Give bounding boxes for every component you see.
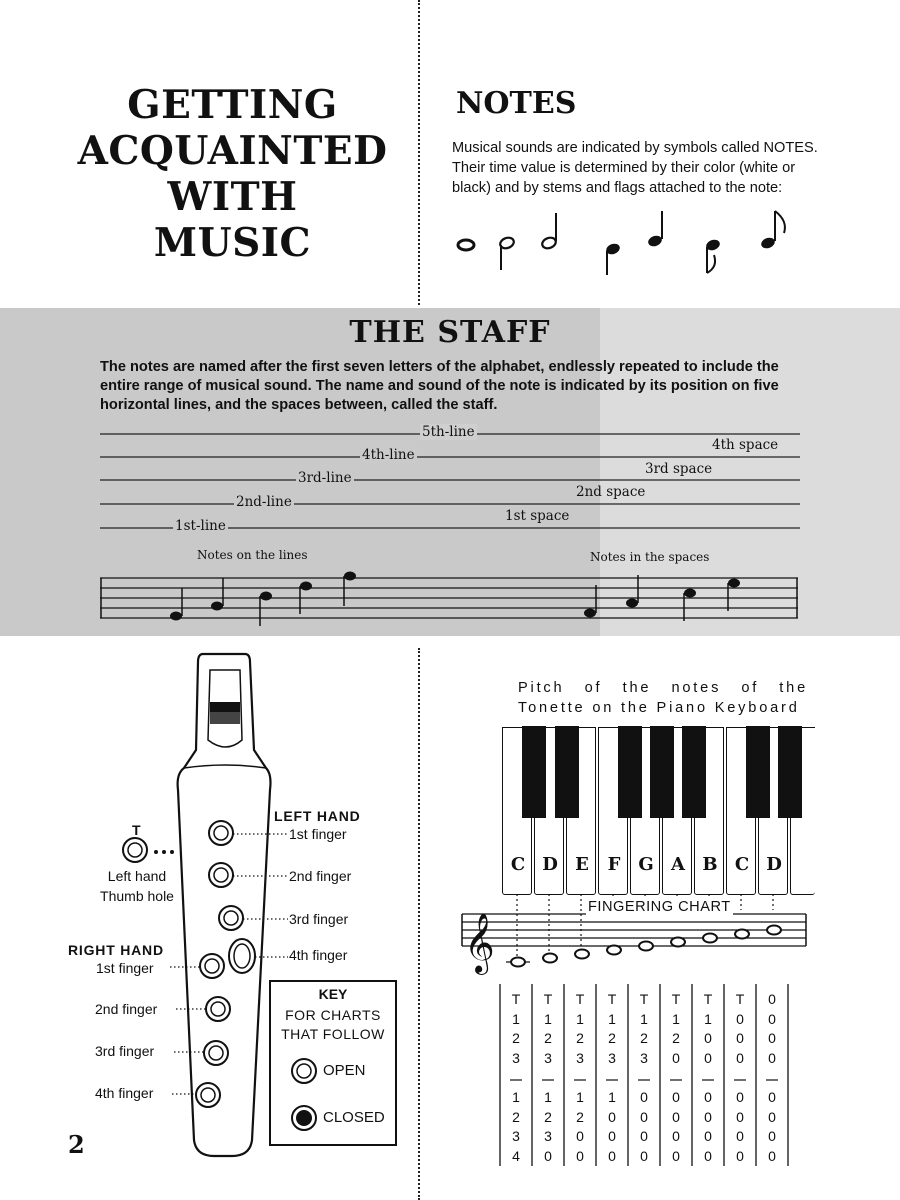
left-hand-label: LEFT HAND <box>274 808 361 824</box>
chart-note-d-high <box>767 926 781 935</box>
half-note-icon <box>499 236 516 270</box>
notes-in-spaces-label: Notes in the spaces <box>590 550 710 564</box>
key-title: KEY <box>318 986 348 1002</box>
right-hand-label: RIGHT HAND <box>68 942 164 958</box>
key-label-d-high: D <box>766 854 782 875</box>
notes-on-lines-label: Notes on the lines <box>197 548 308 562</box>
key-open-label: OPEN <box>323 1062 366 1079</box>
line-label-3: 3rd-line <box>298 470 352 486</box>
quarter-note-icon <box>605 242 622 275</box>
thumb-label: T <box>132 822 141 838</box>
space-label-2: 2nd space <box>576 484 646 500</box>
space-label-3: 3rd space <box>645 461 713 477</box>
right-finger-1: 1st finger <box>96 960 154 976</box>
right-finger-2: 2nd finger <box>95 1001 158 1017</box>
key-label-d: D <box>542 854 558 875</box>
piano-black-key <box>746 726 770 818</box>
fingering-column: T 1 0 0 0 0 0 0 <box>703 991 713 1164</box>
key-subtitle: FOR CHARTS THAT FOLLOW <box>281 1007 385 1042</box>
thumb-hole-label: Left hand Thumb hole <box>100 868 174 904</box>
right-finger-3: 3rd finger <box>95 1043 155 1059</box>
space-label-4: 4th space <box>712 437 779 453</box>
piano-black-key <box>650 726 674 818</box>
fingering-column: T 0 0 0 0 0 0 0 <box>735 991 745 1164</box>
fingering-column: T 1 2 3 1 2 3 0 <box>543 991 553 1164</box>
closed-hole-icon <box>289 1103 319 1133</box>
staff-description: The notes are named after the first seven letters of the alphabet, endlessly repeated to include the entire range of musical sound. The name and sound of the note is indicated by its position on five horizontal lines, and the spaces between, called the staff. <box>100 359 779 413</box>
notes-title: NOTES <box>456 86 577 121</box>
chart-note-d <box>543 954 557 963</box>
fingering-column: T 1 2 3 0 0 0 0 <box>639 991 649 1164</box>
staff-note-a-space <box>626 575 638 608</box>
eighth-note-icon <box>705 238 722 273</box>
fingering-column: T 1 2 3 1 2 3 4 <box>511 991 521 1164</box>
open-hole-icon <box>289 1056 319 1086</box>
fingering-column: T 1 2 3 1 0 0 0 <box>607 991 617 1164</box>
page-number: 2 <box>68 1130 85 1159</box>
chart-note-f <box>607 946 621 955</box>
piano-black-key <box>618 726 642 818</box>
piano-black-key <box>555 726 579 818</box>
note-values-illustration <box>450 205 810 280</box>
fingering-column: T 1 2 0 0 0 0 0 <box>671 991 681 1164</box>
eighth-note-up-icon <box>760 211 785 250</box>
staff-note-c-space <box>684 589 696 622</box>
fingering-chart-title: FINGERING CHART <box>588 899 731 915</box>
line-label-1: 1st-line <box>175 518 226 534</box>
key-box <box>269 980 397 1146</box>
left-finger-3: 3rd finger <box>289 911 349 927</box>
half-note-up-icon <box>541 213 558 250</box>
key-label-g: G <box>638 854 654 875</box>
left-finger-1: 1st finger <box>289 826 347 842</box>
notes-description: Musical sounds are indicated by symbols called NOTES. Their time value is determined by their color (white or black) and by stems and flags attached to the note: <box>452 140 818 196</box>
chart-note-c-high <box>735 930 749 939</box>
key-label-c-high: C <box>734 854 750 875</box>
chart-note-g <box>639 942 653 951</box>
left-finger-2: 2nd finger <box>289 868 352 884</box>
space-label-1: 1st space <box>505 508 570 524</box>
key-label-a: A <box>671 854 685 875</box>
staff-note-f-space <box>584 585 596 618</box>
piano-black-key <box>778 726 802 818</box>
key-closed-label: CLOSED <box>323 1109 385 1126</box>
staff-title: THE STAFF <box>349 315 551 350</box>
line-label-4: 4th-line <box>362 447 415 463</box>
fingering-column: T 1 2 3 1 2 0 0 <box>575 991 585 1164</box>
right-finger-4: 4th finger <box>95 1085 154 1101</box>
piano-black-key <box>682 726 706 818</box>
staff-note-e-space <box>728 579 740 612</box>
key-label-f: F <box>607 854 621 875</box>
treble-clef-icon: 𝄞 <box>464 913 495 973</box>
chart-note-b <box>703 934 717 943</box>
title-line-1: GETTING <box>127 82 338 128</box>
key-label-b: B <box>702 854 718 875</box>
piano-black-key <box>522 726 546 818</box>
line-label-5: 5th-line <box>422 424 475 440</box>
quarter-note-up-icon <box>647 211 664 248</box>
title-line-2: ACQUAINTED <box>77 128 388 174</box>
key-label-e: E <box>575 854 589 875</box>
key-label-c: C <box>510 854 526 875</box>
whole-note-icon <box>458 240 474 250</box>
title-line-3: WITH <box>167 174 298 220</box>
fingering-column: 0 0 0 0 0 0 0 0 <box>768 991 776 1164</box>
chart-note-e <box>575 950 589 959</box>
line-label-2: 2nd-line <box>236 494 292 510</box>
chart-note-c <box>511 958 525 967</box>
left-finger-4: 4th finger <box>289 947 348 963</box>
title-line-4: MUSIC <box>153 220 312 266</box>
chart-note-a <box>671 938 685 947</box>
pitch-text: Pitch of the notes of the Tonette on the Piano Keyboard <box>518 680 808 716</box>
